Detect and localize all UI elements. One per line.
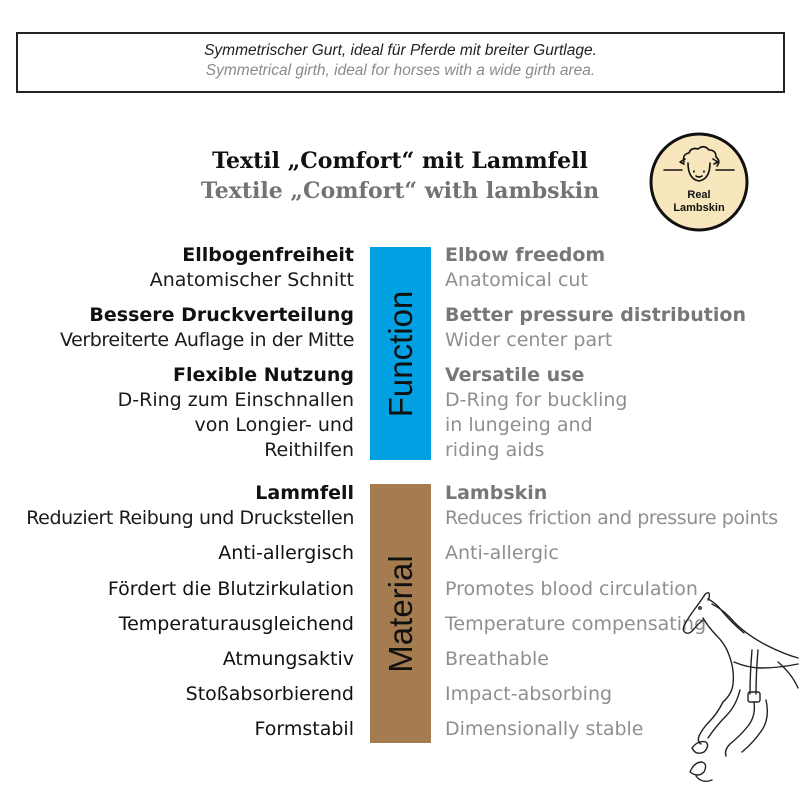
badge-line1: Real (687, 189, 711, 201)
feature-desc: D-Ring for buckling (445, 389, 628, 411)
german-features (10, 0, 354, 800)
feature-en-versatile (445, 363, 795, 463)
feature-de-lambskin (10, 481, 354, 531)
feature-desc: Wider center part (445, 329, 613, 351)
feature-heading: Flexible Nutzung (173, 364, 354, 386)
feature-heading: Bessere Druckverteilung (89, 304, 354, 326)
feature-en-lambskin (445, 481, 795, 531)
function-label: Function (381, 290, 419, 417)
list-item: Atmungsaktiv (222, 648, 354, 670)
feature-en-pressure (445, 303, 795, 353)
feature-en-elbow (445, 243, 795, 293)
notice-line-en: Symmetrical girth, ideal for horses with a wide girth area. (205, 62, 596, 79)
feature-heading: Lammfell (255, 482, 354, 504)
list-item: Fördert die Blutzirkulation (107, 578, 354, 600)
material-category-bar (370, 484, 431, 743)
feature-de-flexible (10, 363, 354, 463)
feature-heading: Better pressure distribution (445, 304, 746, 326)
feature-heading: Elbow freedom (445, 244, 606, 266)
list-item: Anti-allergisch (218, 542, 354, 564)
function-category-bar (370, 247, 431, 460)
feature-desc: Anatomischer Schnitt (149, 269, 354, 291)
feature-desc: Verbreiterte Auflage in der Mitte (59, 329, 354, 351)
title-de: Textil „Comfort“ mit Lammfell (212, 148, 588, 174)
feature-heading: Ellbogenfreiheit (182, 244, 354, 266)
horse-sketch-icon (682, 590, 800, 788)
feature-desc: riding aids (445, 439, 545, 461)
feature-de-elbow (10, 243, 354, 293)
list-item: Impact-absorbing (445, 683, 613, 705)
feature-desc: von Longier- und (194, 414, 354, 436)
list-item: Temperature compensating (445, 613, 707, 635)
feature-desc: Reithilfen (264, 439, 354, 461)
feature-desc: Reduces friction and pressure points (445, 507, 778, 529)
list-item: Promotes blood circulation (445, 578, 698, 600)
feature-de-pressure (10, 303, 354, 353)
title-en: Textile „Comfort“ with lambskin (200, 178, 600, 204)
list-item: Formstabil (254, 718, 354, 740)
list-item: Anti-allergic (445, 542, 559, 564)
badge-line2: Lambskin (673, 202, 725, 214)
notice-line-de: Symmetrischer Gurt, ideal für Pferde mit breiter Gurtlage. (204, 42, 597, 59)
list-item: Breathable (445, 648, 549, 670)
list-item: Temperaturausgleichend (118, 613, 354, 635)
feature-desc: Anatomical cut (445, 269, 588, 291)
list-item: Dimensionally stable (445, 718, 644, 740)
list-item: Stoßabsorbierend (185, 683, 354, 705)
feature-heading: Versatile use (445, 364, 585, 386)
feature-desc: in lungeing and (445, 414, 593, 436)
material-label: Material (381, 554, 419, 673)
feature-desc: D-Ring zum Einschnallen (117, 389, 354, 411)
feature-desc: Reduziert Reibung und Druckstellen (26, 507, 354, 529)
feature-heading: Lambskin (445, 482, 548, 504)
